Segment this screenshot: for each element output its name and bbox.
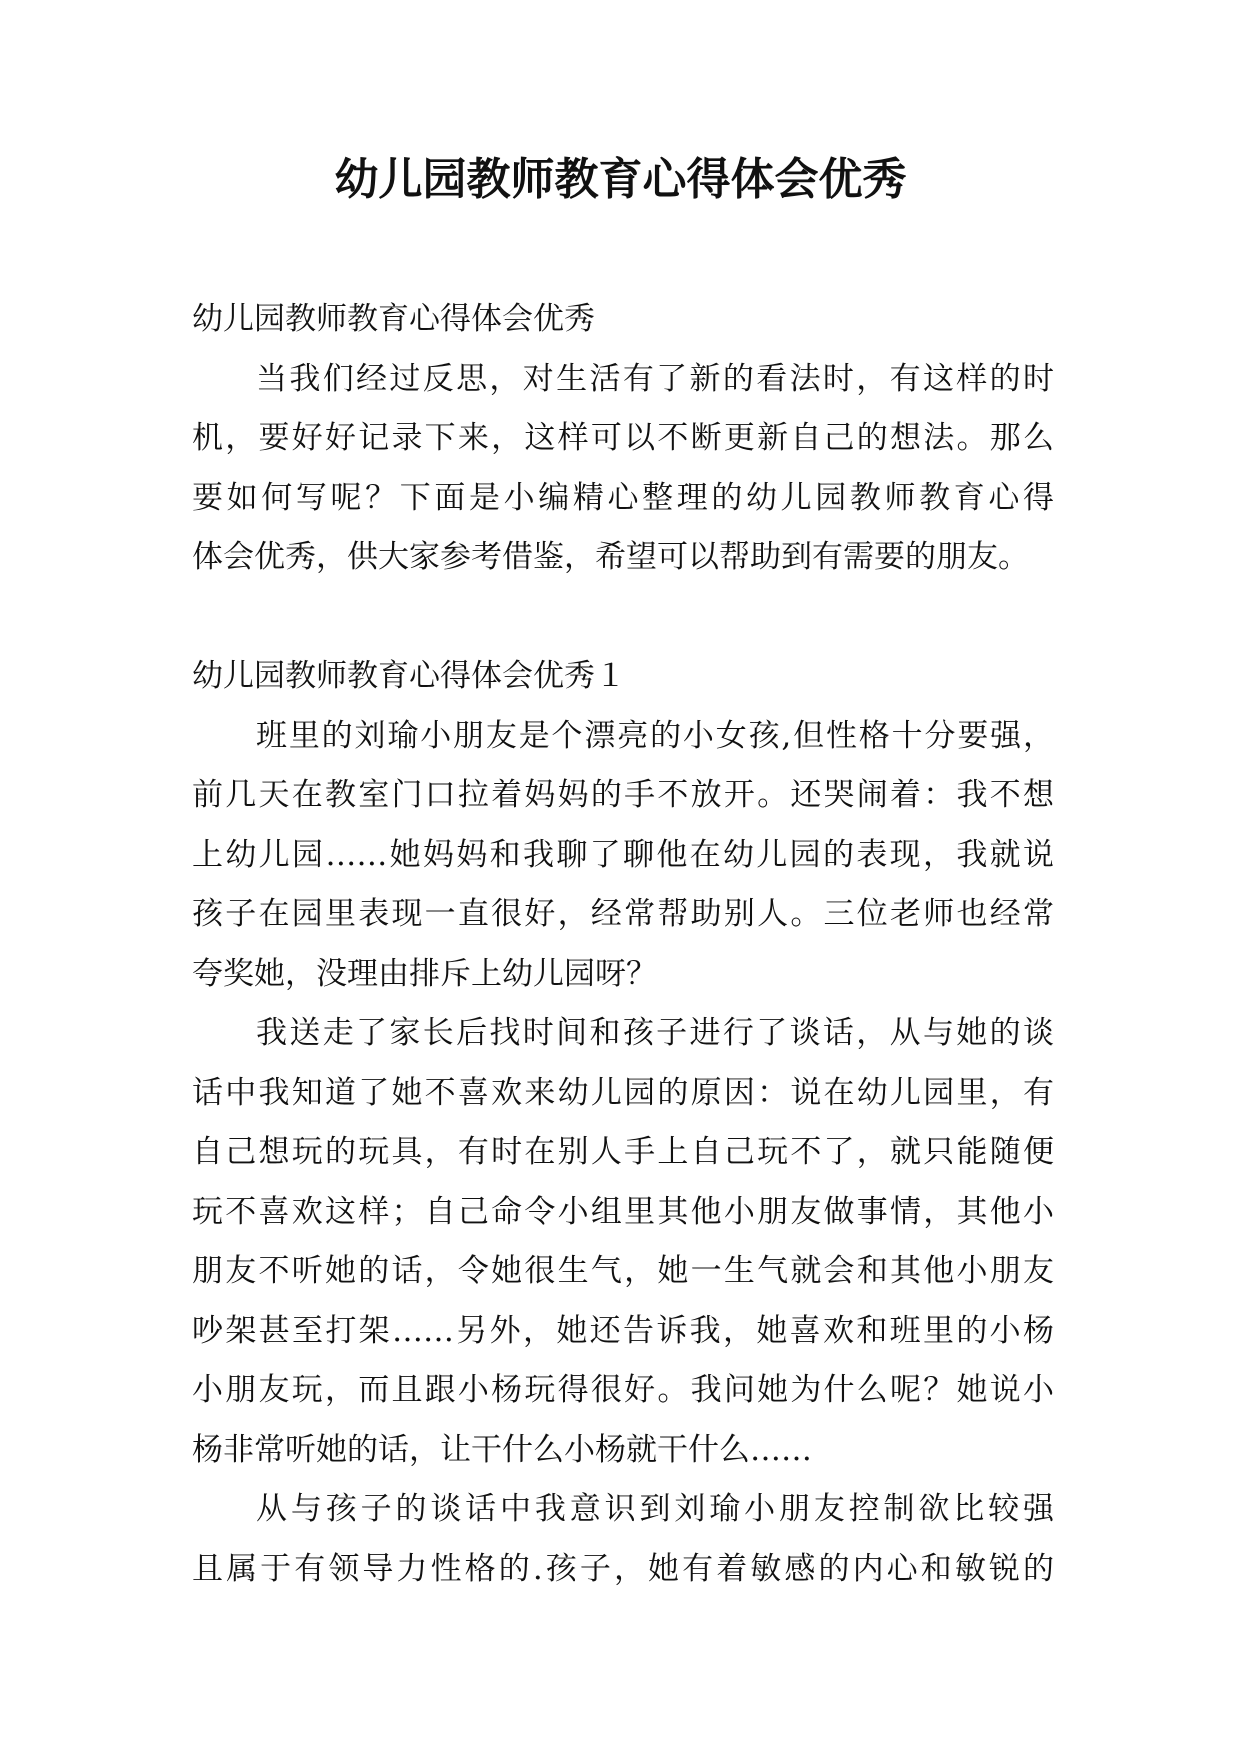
text-line: 前几天在教室门口拉着妈妈的手不放开。还哭闹着：我不想 <box>192 777 1054 813</box>
text-line: 朋友不听她的话，令她很生气，她一生气就会和其他小朋友 <box>192 1253 1054 1289</box>
document-title: 幼儿园教师教育心得体会优秀 <box>334 154 907 205</box>
text-line: 孩子在园里表现一直很好，经常帮助别人。三位老师也经常 <box>192 896 1054 932</box>
text-line: 要如何写呢？下面是小编精心整理的幼儿园教师教育心得 <box>192 479 1054 516</box>
text-line: 小朋友玩，而且跟小杨玩得很好。我问她为什么呢？她说小 <box>192 1372 1054 1408</box>
text-line: 话中我知道了她不喜欢来幼儿园的原因：说在幼儿园里，有 <box>192 1074 1054 1111</box>
text-line: 自己想玩的玩具，有时在别人手上自己玩不了，就只能随便 <box>192 1134 1054 1170</box>
text-line: 体会优秀，供大家参考借鉴，希望可以帮助到有需要的朋友。 <box>192 539 1029 575</box>
section1-paragraph-2 <box>192 1004 1054 1480</box>
text-line: 当我们经过反思，对生活有了新的看法时，有这样的时 <box>256 360 1054 397</box>
section1-paragraph-3 <box>192 1480 1054 1599</box>
intro-heading: 幼儿园教师教育心得体会优秀 <box>192 301 595 337</box>
section1-heading: 幼儿园教师教育心得体会优秀１ <box>192 658 626 694</box>
text-line: 吵架甚至打架……另外，她还告诉我，她喜欢和班里的小杨 <box>192 1312 1054 1349</box>
text-line: 我送走了家长后找时间和孩子进行了谈话，从与她的谈 <box>256 1015 1054 1051</box>
text-line: 班里的刘瑜小朋友是个漂亮的小女孩,但性格十分要强， <box>256 717 1054 754</box>
text-line: 杨非常听她的话，让干什么小杨就干什么…… <box>192 1431 812 1468</box>
text-line: 从与孩子的谈话中我意识到刘瑜小朋友控制欲比较强 <box>256 1491 1054 1527</box>
section1-paragraph-1 <box>192 707 1054 1005</box>
text-line: 玩不喜欢这样；自己命令小组里其他小朋友做事情，其他小 <box>192 1193 1054 1230</box>
paragraph-spacer <box>192 588 1054 648</box>
text-line: 上幼儿园……她妈妈和我聊了聊他在幼儿园的表现，我就说 <box>192 836 1054 873</box>
text-line: 且属于有领导力性格的.孩子，她有着敏感的内心和敏锐的 <box>192 1550 1054 1587</box>
intro-paragraph <box>192 350 1054 588</box>
document-body <box>192 290 1054 1599</box>
text-line: 夸奖她，没理由排斥上幼儿园呀？ <box>192 955 657 992</box>
text-line: 机，要好好记录下来，这样可以不断更新自己的想法。那么 <box>192 420 1054 456</box>
